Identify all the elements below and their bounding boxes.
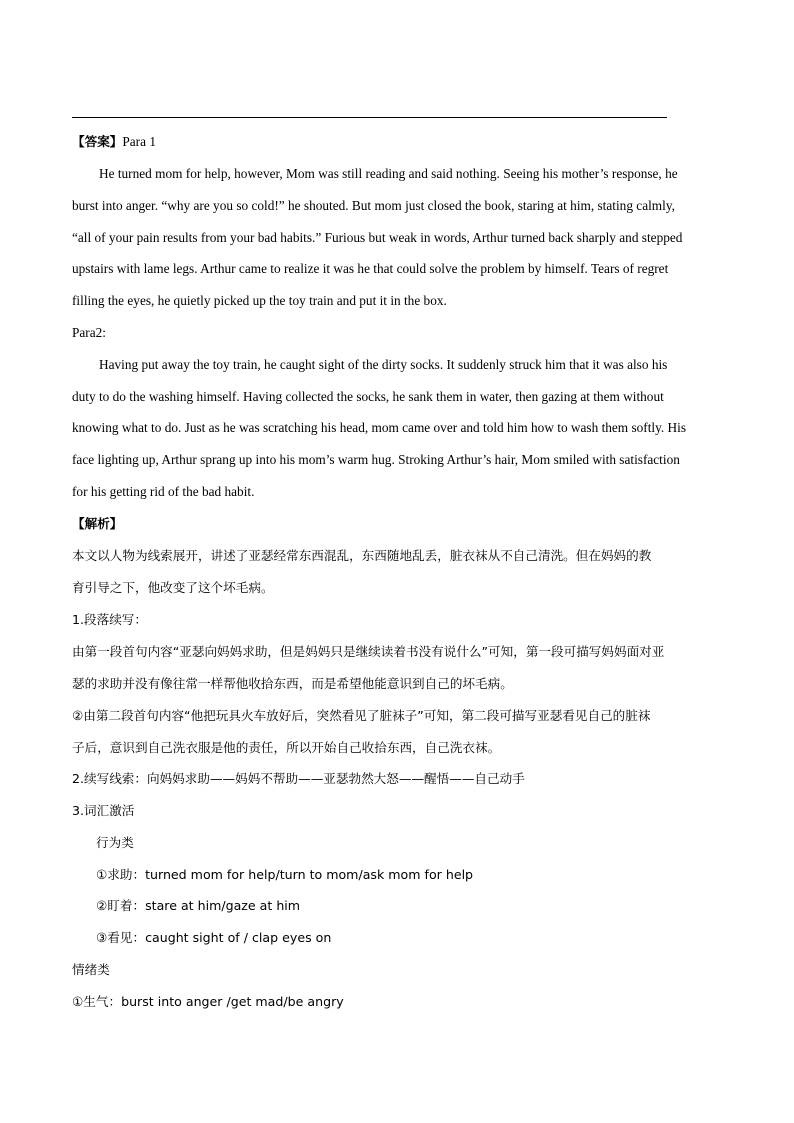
answer-heading-line xyxy=(72,133,156,151)
para1-line-1: He turned mom for help, however, Mom was still reading and said nothing. Seeing his mother’s response, he xyxy=(99,166,678,181)
answer-label: 【答案】 xyxy=(72,134,123,149)
section3-title: 3.词汇激活 xyxy=(72,803,135,818)
para2-line-4: face lighting up, Arthur sprang up into his mom’s warm hug. Stroking Arthur’s hair, Mom smiled with satisfaction xyxy=(72,452,680,467)
section1-line-2: 瑟的求助并没有像往常一样帮他收拾东西，而是希望他能意识到自己的坏毛病。 xyxy=(72,676,513,691)
para2-heading: Para2: xyxy=(72,325,106,340)
para1-line-3: “all of your pain results from your bad habits.” Furious but weak in words, Arthur turned back sharply and stepped xyxy=(72,230,683,245)
para2-line-5: for his getting rid of the bad habit. xyxy=(72,484,255,499)
section1-line-3: ②由第二段首句内容“他把玩具火车放好后，突然看见了脏袜子”可知，第二段可描写亚瑟看见自己的脏袜 xyxy=(72,708,651,723)
para1-line-2: burst into anger. “why are you so cold!” he shouted. But mom just closed the book, staring at him, stating calmly, xyxy=(72,198,675,213)
para1-heading: Para 1 xyxy=(122,134,156,149)
behavior-item-2: ②盯着：stare at him/gaze at him xyxy=(96,898,301,913)
header-divider xyxy=(72,117,667,118)
emotion-item-1: ①生气：burst into anger /get mad/be angry xyxy=(72,994,344,1009)
para1-line-5: filling the eyes, he quietly picked up the toy train and put it in the box. xyxy=(72,293,447,308)
analysis-intro-line-2: 育引导之下，他改变了这个坏毛病。 xyxy=(72,580,274,595)
para1-line-4: upstairs with lame legs. Arthur came to realize it was he that could solve the problem by himself. Tears of regret xyxy=(72,261,669,276)
para2-line-1: Having put away the toy train, he caught sight of the dirty socks. It suddenly struck him that it was also his xyxy=(99,357,668,372)
behavior-item-1: ①求助：turned mom for help/turn to mom/ask mom for help xyxy=(96,867,474,882)
para2-line-3: knowing what to do. Just as he was scratching his head, mom came over and told him how to wash them softly. His xyxy=(72,420,687,435)
section1-line-4: 子后，意识到自己洗衣服是他的责任，所以开始自己收拾东西，自己洗衣袜。 xyxy=(72,740,501,755)
section1-title: 1.段落续写： xyxy=(72,612,147,627)
analysis-intro-line-1: 本文以人物为线索展开，讲述了亚瑟经常东西混乱，东西随地乱丢，脏衣袜从不自己清洗。但在妈妈的教 xyxy=(72,548,652,563)
emotion-title: 情绪类 xyxy=(72,962,110,977)
behavior-item-3: ③看见：caught sight of / clap eyes on xyxy=(96,930,332,945)
section2-line: 2.续写线索：向妈妈求助——妈妈不帮助——亚瑟勃然大怒——醒悟——自己动手 xyxy=(72,771,525,786)
behavior-title: 行为类 xyxy=(96,835,134,850)
section1-line-1: 由第一段首句内容“亚瑟向妈妈求助，但是妈妈只是继续读着书没有说什么”可知，第一段可描写妈妈面对亚 xyxy=(72,644,665,659)
para2-line-2: duty to do the washing himself. Having collected the socks, he sank them in water, then gazing at them without xyxy=(72,389,664,404)
analysis-label: 【解析】 xyxy=(72,516,123,531)
